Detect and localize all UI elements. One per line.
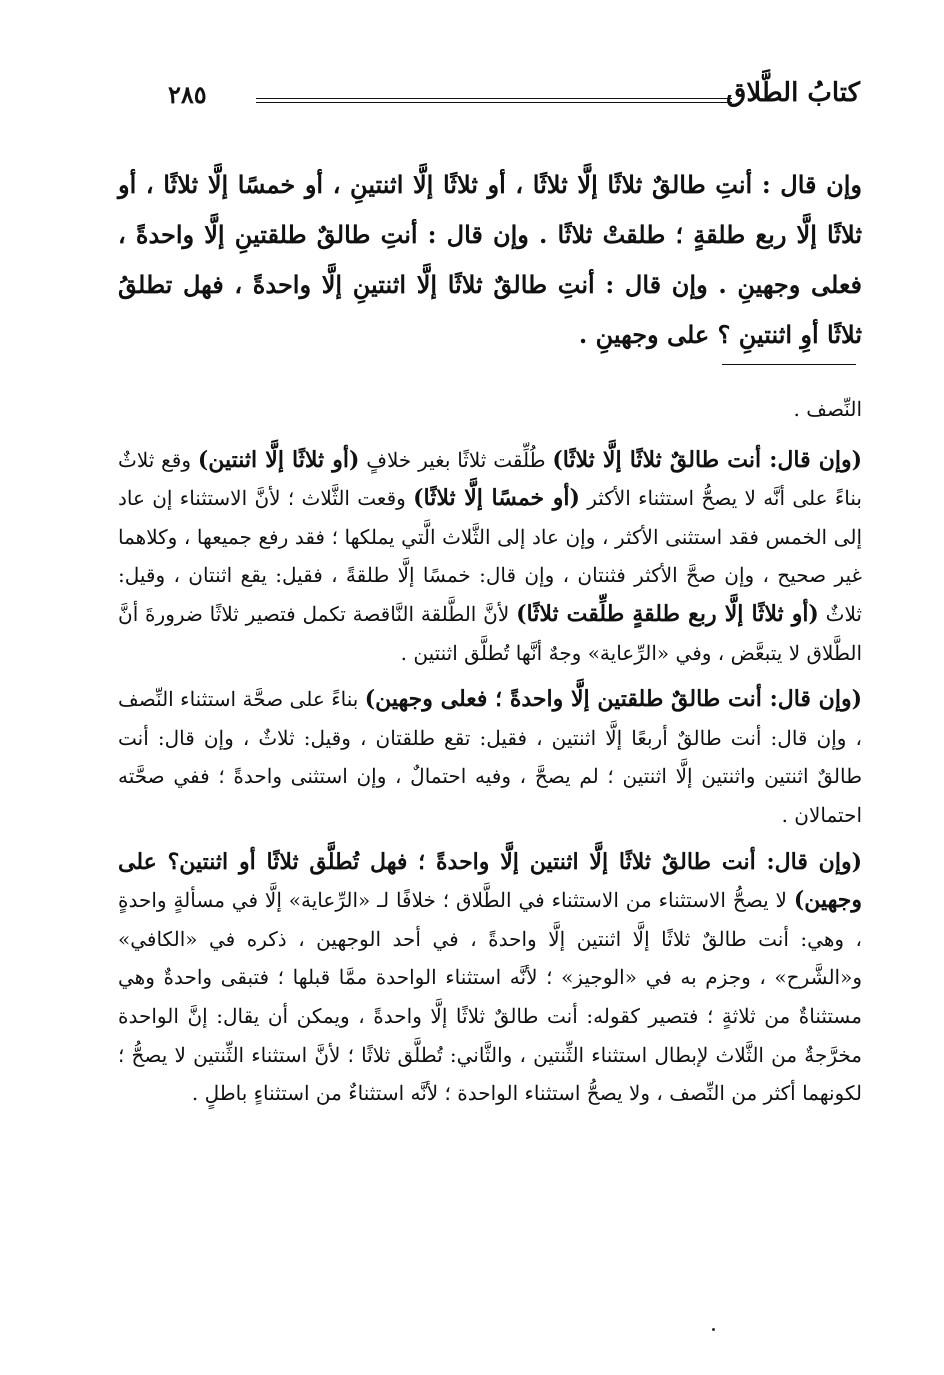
commentary-text: وقعت الثَّلاث ؛ لأنَّ الاستثناء إن عاد إلى الخمس فقد استثنى الأكثر ، وإن عاد إلى الثَّلاث الَّتي يملكها ؛ فقد رفع جميعها ، وكلاهما غير صحيح ، وإن صحَّ الأكثر فثنتان ، وإن قال: خمسًا إلَّا طلقةً ، فقيل: يقع اثنتان ، وقيل: ثلاثٌ bbox=[118, 486, 862, 626]
commentary-text: لأنَّ الطَّلقة النَّاقصة تكمل فتصير ثلاثًا ضرورةَ أنَّ الطَّلاق لا يتبعَّض ، وفي «الرِّعاية» وجهٌ أنَّها تُطلَّق اثنتين . bbox=[118, 601, 862, 665]
chapter-title: كتابُ الطَّلاق bbox=[726, 78, 860, 108]
commentary-paragraph bbox=[118, 680, 862, 834]
page-number: ٢٨٥ bbox=[168, 80, 207, 109]
carryover-text: النِّصف . bbox=[793, 397, 862, 421]
separator-rule bbox=[722, 364, 856, 365]
quoted-matn: (وإن قال: أنت طالقٌ طلقتين إلَّا واحدةً ؛ فعلى وجهين) bbox=[364, 686, 862, 713]
commentary bbox=[118, 390, 862, 1113]
commentary-paragraph bbox=[118, 441, 862, 673]
quoted-matn: (أو ثلاثًا إلَّا ربع طلقةٍ طلِّقت ثلاثًا) bbox=[516, 600, 819, 627]
commentary-paragraph bbox=[118, 843, 862, 1113]
quoted-matn: (أو خمسًا إلَّا ثلاثًا) bbox=[413, 485, 580, 512]
quoted-matn: (وإن قال: أنت طالقٌ ثلاثًا إلَّا ثلاثًا) bbox=[552, 446, 863, 473]
quoted-matn: (وإن قال: أنت طالقٌ ثلاثًا إلَّا اثنتين إلَّا واحدةً ؛ فهل تُطلَّق ثلاثًا أو اثنتين؟ على وجهين) bbox=[118, 848, 862, 914]
speck-mark bbox=[712, 1328, 715, 1331]
commentary-text: لا يصحُّ الاستثناء من الاستثناء في الطَّلاق ؛ خلافًا لـ «الرِّعاية» إلَّا في مسألةٍ واحدةٍ ، وهي: أنت طالقٌ ثلاثًا إلَّا اثنتين إلَّا واحدةً ، في أحد الوجهين ، ذكره في «الكافي» و«الشَّرح» ، وجزم به في «الوجيز» ؛ لأنَّه استثناء الواحدة ممَّا قبلها ؛ فتبقى واحدةٌ وهي مستثناةٌ من ثلاثةٍ ؛ فتصير كقوله: أنت طالقٌ ثلاثًا إلَّا واحدةً ، ويمكن أن يقال: إنَّ الواحدة مخرَّجةٌ من الثَّلاث لإبطال استثناء الثِّنتين ، والثَّاني: تُطلَّق ثلاثًا ؛ لأنَّ استثناء الثِّنتين لا يصحُّ ؛ لكونهما أكثر من النِّصف ، ولا يصحُّ استثناء الواحدة ؛ لأنَّه استثناءٌ من استثناءٍ باطلٍ . bbox=[118, 888, 862, 1106]
main-text: وإن قال : أنتِ طالقٌ ثلاثًا إلَّا ثلاثًا ، أو ثلاثًا إلَّا اثنتينِ ، أو خمسًا إلَّا ثلاثًا ، أو ثلاثًا إلَّا ربع طلقةٍ ؛ طلقتْ ثلاثًا . وإن قال : أنتِ طالقٌ طلقتينِ إلَّا واحدةً ، فعلى وجهينِ . وإن قال : أنتِ طالقٌ ثلاثًا إلَّا اثنتينِ إلَّا واحدةً ، فهل تطلقُ ثلاثًا أوِ اثنتينِ ؟ على وجهينِ . bbox=[118, 170, 862, 349]
page-header bbox=[120, 78, 860, 118]
commentary-text: وقع ثلاثٌ بناءً على أنَّه لا يصحُّ استثناء الأكثر bbox=[118, 447, 862, 511]
commentary-text: طُلِّقت ثلاثًا بغير خلافٍ bbox=[359, 447, 553, 472]
header-rule bbox=[256, 98, 732, 103]
commentary-text: بناءً على صحَّة استثناء النِّصف ، وإن قال: أنت طالقٌ أربعًا إلَّا اثنتين ، فقيل: تقع طلقتان ، وقيل: ثلاثٌ ، وإن قال: أنت طالقٌ اثنتين واثنتين إلَّا اثنتين ؛ لم يصحَّ ، وفيه احتمالٌ ، وإن استثنى واحدةً ؛ ففي صحَّته احتمالان . bbox=[118, 687, 862, 827]
quoted-matn: (أو ثلاثًا إلَّا اثنتين) bbox=[197, 446, 360, 473]
